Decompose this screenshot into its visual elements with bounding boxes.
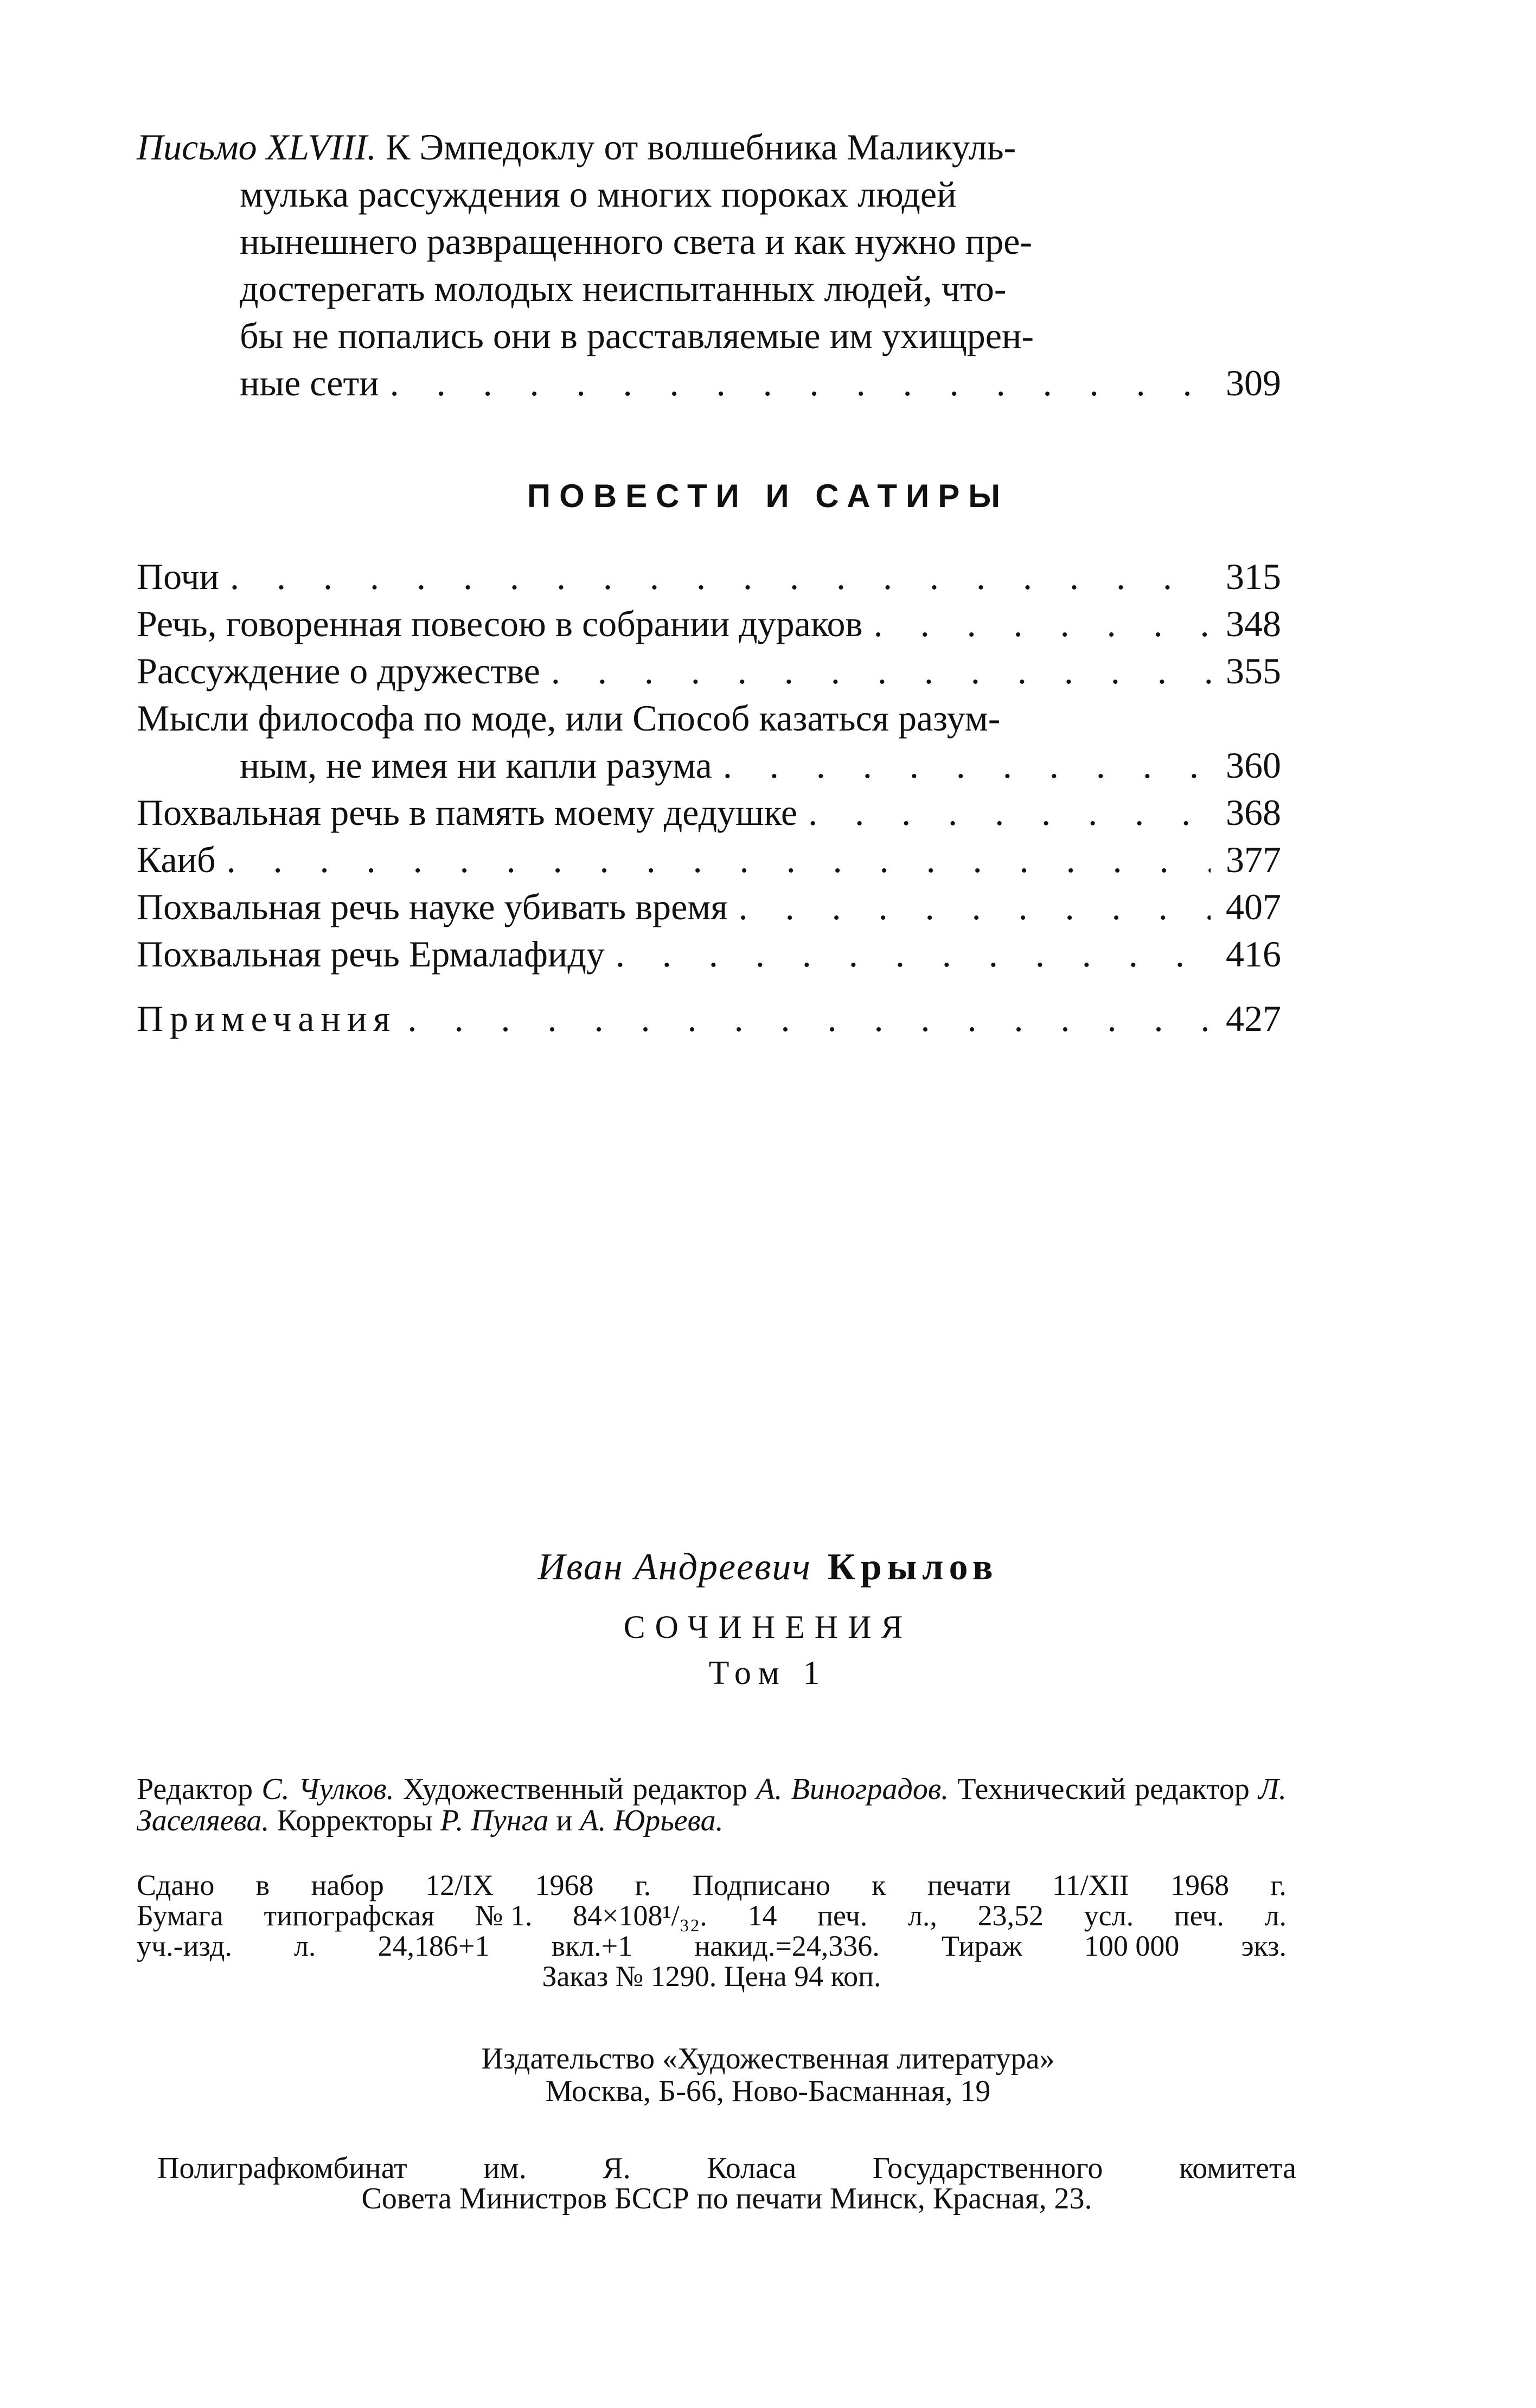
letter-line-2: мулька рассуждения о многих пороках людей: [240, 174, 957, 215]
toc-entry: [137, 836, 1281, 883]
toc-entry-title: Каиб: [137, 839, 216, 880]
leader-dots: [728, 883, 1211, 931]
printer-line: Полиграфкомбинат им. Я. Коласа Государственного комитета: [157, 2151, 1296, 2185]
table-of-contents: [137, 553, 1281, 1042]
proofreader-name: Р. Пунга: [440, 1804, 549, 1837]
page-number: 377: [1226, 839, 1281, 880]
page-number: 348: [1226, 603, 1281, 644]
section-heading: ПОВЕСТИ И САТИРЫ: [527, 478, 1009, 514]
letter-line-4: достерегать молодых неиспытанных людей, что-: [240, 268, 1007, 309]
page-number: 309: [1226, 362, 1281, 404]
colophon-volume: Том 1: [708, 1655, 828, 1692]
toc-entry-title: Похвальная речь в память моему дедушке: [137, 792, 798, 833]
leader-dots: [605, 931, 1211, 978]
publisher-name: Издательство «Художественная литература»: [481, 2042, 1055, 2076]
notes-title: Примечания: [137, 998, 397, 1039]
letter-line-3: нынешнего развращенного света и как нужно пре-: [240, 221, 1033, 262]
author-given-names: Иван Андреевич: [537, 1546, 811, 1588]
print-data-row: Сдано в набор 12/IX 1968 г. Подписано к печати 11/XII 1968 г.: [137, 1869, 1287, 1901]
tech-editor-name: Л. Заселяева.: [137, 1772, 1287, 1837]
toc-entry-notes: [137, 995, 1281, 1042]
leader-dots: [379, 360, 1211, 407]
toc-entry: [137, 648, 1281, 695]
author-surname: Крылов: [827, 1546, 999, 1588]
letter-line-6: ные сети: [240, 362, 379, 404]
page-number: 315: [1226, 556, 1281, 597]
page-number: 407: [1226, 886, 1281, 927]
toc-entry-title: Рассуждение о дружестве: [137, 650, 540, 691]
toc-entry-title: Похвальная речь науке убивать время: [137, 886, 728, 927]
printer-line: Совета Министров БССР по печати Минск, Красная, 23.: [361, 2182, 1092, 2215]
toc-entry: [137, 789, 1281, 836]
toc-entry-title: Речь, говоренная повесою в собрании дураков: [137, 603, 863, 644]
editor-name: С. Чулков.: [261, 1772, 394, 1806]
order-price-line: Заказ № 1290. Цена 94 коп.: [542, 1960, 881, 1993]
toc-entry: [137, 883, 1281, 931]
print-data-row: Бумага типографская № 1. 84×108¹/₃₂. 14 печ. л., 23,52 усл. печ. л.: [137, 1899, 1287, 1932]
letter-label: Письмо XLVIII.: [137, 126, 376, 168]
page-number: 427: [1226, 998, 1281, 1039]
page-number: 355: [1226, 650, 1281, 691]
printer-info: [157, 2153, 1296, 2214]
leader-dots: [219, 553, 1211, 600]
toc-entry-letter-xlviii: [137, 124, 1281, 407]
toc-entry-title: Почи: [137, 556, 219, 597]
leader-dots: [396, 995, 1211, 1042]
colophon-author: [0, 1546, 1536, 1589]
editorial-credits: Редактор С. Чулков. Художественный редактор А. Виноградов. Технический редактор Л. Заселяева. Корректоры Р. Пунга и А. Юрьева.: [137, 1772, 1287, 1837]
print-data-row: уч.-изд. л. 24,186+1 вкл.+1 накид.=24,336. Тираж 100 000 экз.: [137, 1930, 1287, 1962]
letter-line-1: К Эмпедоклу от волшебника Маликуль-: [385, 126, 1016, 168]
art-editor-name: А. Виноградов.: [756, 1772, 949, 1806]
toc-entry-title-continuation: ным, не имея ни капли разума: [240, 745, 712, 786]
print-data: [137, 1870, 1287, 1991]
toc-entry: [137, 553, 1281, 600]
proofreader-name: А. Юрьева.: [580, 1804, 724, 1837]
leader-dots: [712, 742, 1211, 789]
toc-entry: [137, 600, 1281, 648]
publisher-info: [0, 2042, 1536, 2108]
publisher-address: Москва, Б-66, Ново-Басманная, 19: [545, 2074, 991, 2108]
letter-line-5: бы не попались они в расставляемые им ухищрен-: [240, 315, 1034, 356]
leader-dots: [797, 789, 1211, 836]
page-number: 416: [1226, 933, 1281, 975]
page-number: 368: [1226, 792, 1281, 833]
leader-dots: [863, 600, 1211, 648]
toc-entry: [137, 931, 1281, 978]
colophon-works-title: СОЧИНЕНИЯ: [623, 1609, 913, 1645]
toc-entry-title: Похвальная речь Ермалафиду: [137, 933, 605, 975]
toc-entry-title: Мысли философа по моде, или Способ казаться разум-: [137, 697, 1001, 739]
leader-dots: [216, 836, 1211, 883]
page-number: 360: [1226, 745, 1281, 786]
leader-dots: [540, 648, 1211, 695]
toc-entry: [137, 695, 1281, 789]
